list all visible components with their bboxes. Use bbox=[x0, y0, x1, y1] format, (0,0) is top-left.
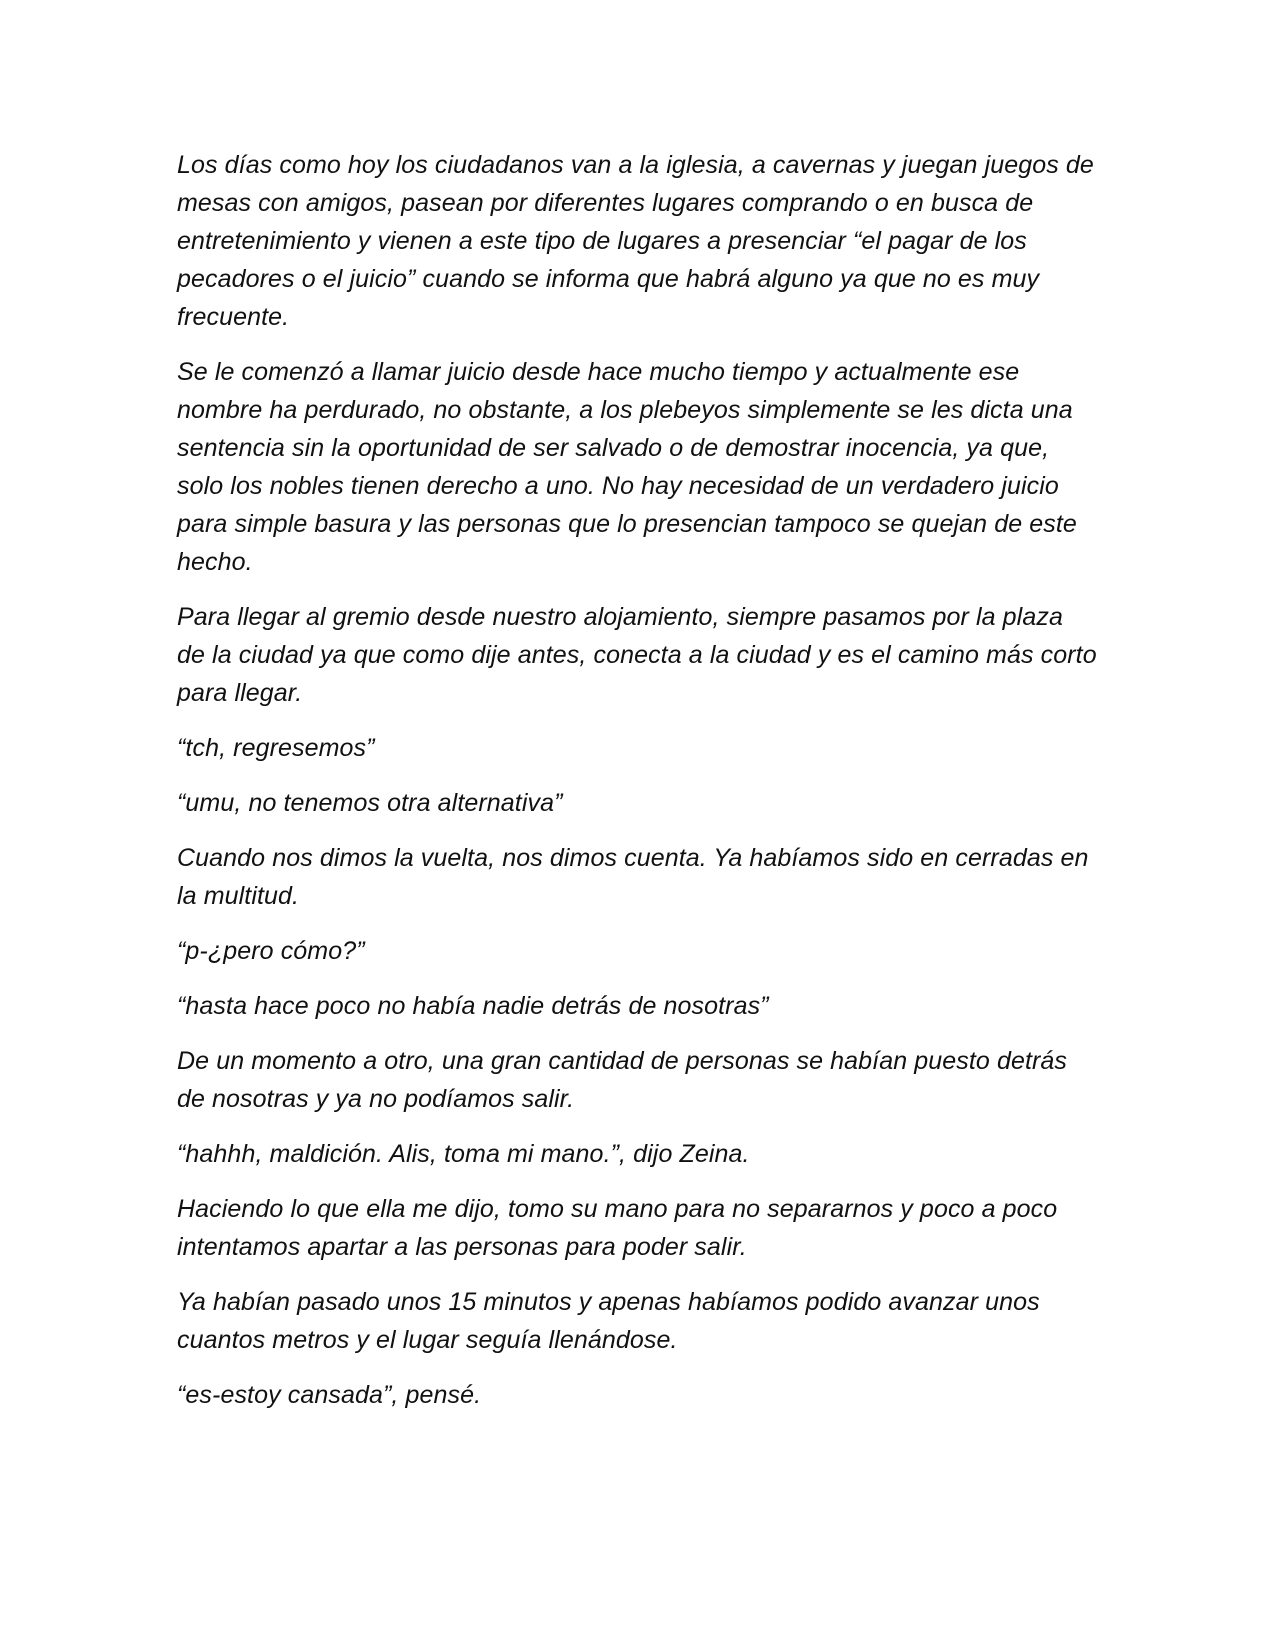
dialogue-line: “hasta hace poco no había nadie detrás de nosotras” bbox=[177, 992, 769, 1020]
dialogue-line: “hahhh, maldición. Alis, toma mi mano.”, dijo Zeina. bbox=[177, 1140, 750, 1168]
dialogue-line: “p-¿pero cómo?” bbox=[177, 937, 365, 965]
dialogue-line: “es-estoy cansada”, pensé. bbox=[177, 1381, 482, 1409]
paragraph: De un momento a otro, una gran cantidad de personas se habían puesto detrás de nosotras y ya no podíamos salir. bbox=[177, 1047, 1068, 1113]
paragraph: Cuando nos dimos la vuelta, nos dimos cuenta. Ya habíamos sido en cerradas en la multitud. bbox=[177, 844, 1089, 910]
body-text bbox=[177, 146, 1097, 1431]
paragraph: Haciendo lo que ella me dijo, tomo su mano para no separarnos y poco a poco intentamos apartar a las personas para poder salir. bbox=[177, 1195, 1058, 1261]
dialogue-line: “tch, regresemos” bbox=[177, 734, 375, 762]
paragraph: Para llegar al gremio desde nuestro alojamiento, siempre pasamos por la plaza de la ciudad ya que como dije antes, conecta a la ciudad y es el camino más corto para llegar. bbox=[177, 603, 1097, 707]
paragraph: Se le comenzó a llamar juicio desde hace mucho tiempo y actualmente ese nombre ha perdurado, no obstante, a los plebeyos simplemente se les dicta una sentencia sin la oportunidad de ser salvado o de demostrar inocencia, ya que, solo los nobles tienen derecho a uno. No hay necesidad de un verdadero juicio para simple basura y las personas que lo presencian tampoco se quejan de este hecho. bbox=[177, 358, 1077, 576]
dialogue-line: “umu, no tenemos otra alternativa” bbox=[177, 789, 563, 817]
paragraph: Los días como hoy los ciudadanos van a la iglesia, a cavernas y juegan juegos de mesas con amigos, pasean por diferentes lugares comprando o en busca de entretenimiento y vienen a este tipo de lugares a presenciar “el pagar de los pecadores o el juicio” cuando se informa que habrá alguno ya que no es muy frecuente. bbox=[177, 151, 1094, 331]
paragraph: Ya habían pasado unos 15 minutos y apenas habíamos podido avanzar unos cuantos metros y el lugar seguía llenándose. bbox=[177, 1288, 1040, 1354]
